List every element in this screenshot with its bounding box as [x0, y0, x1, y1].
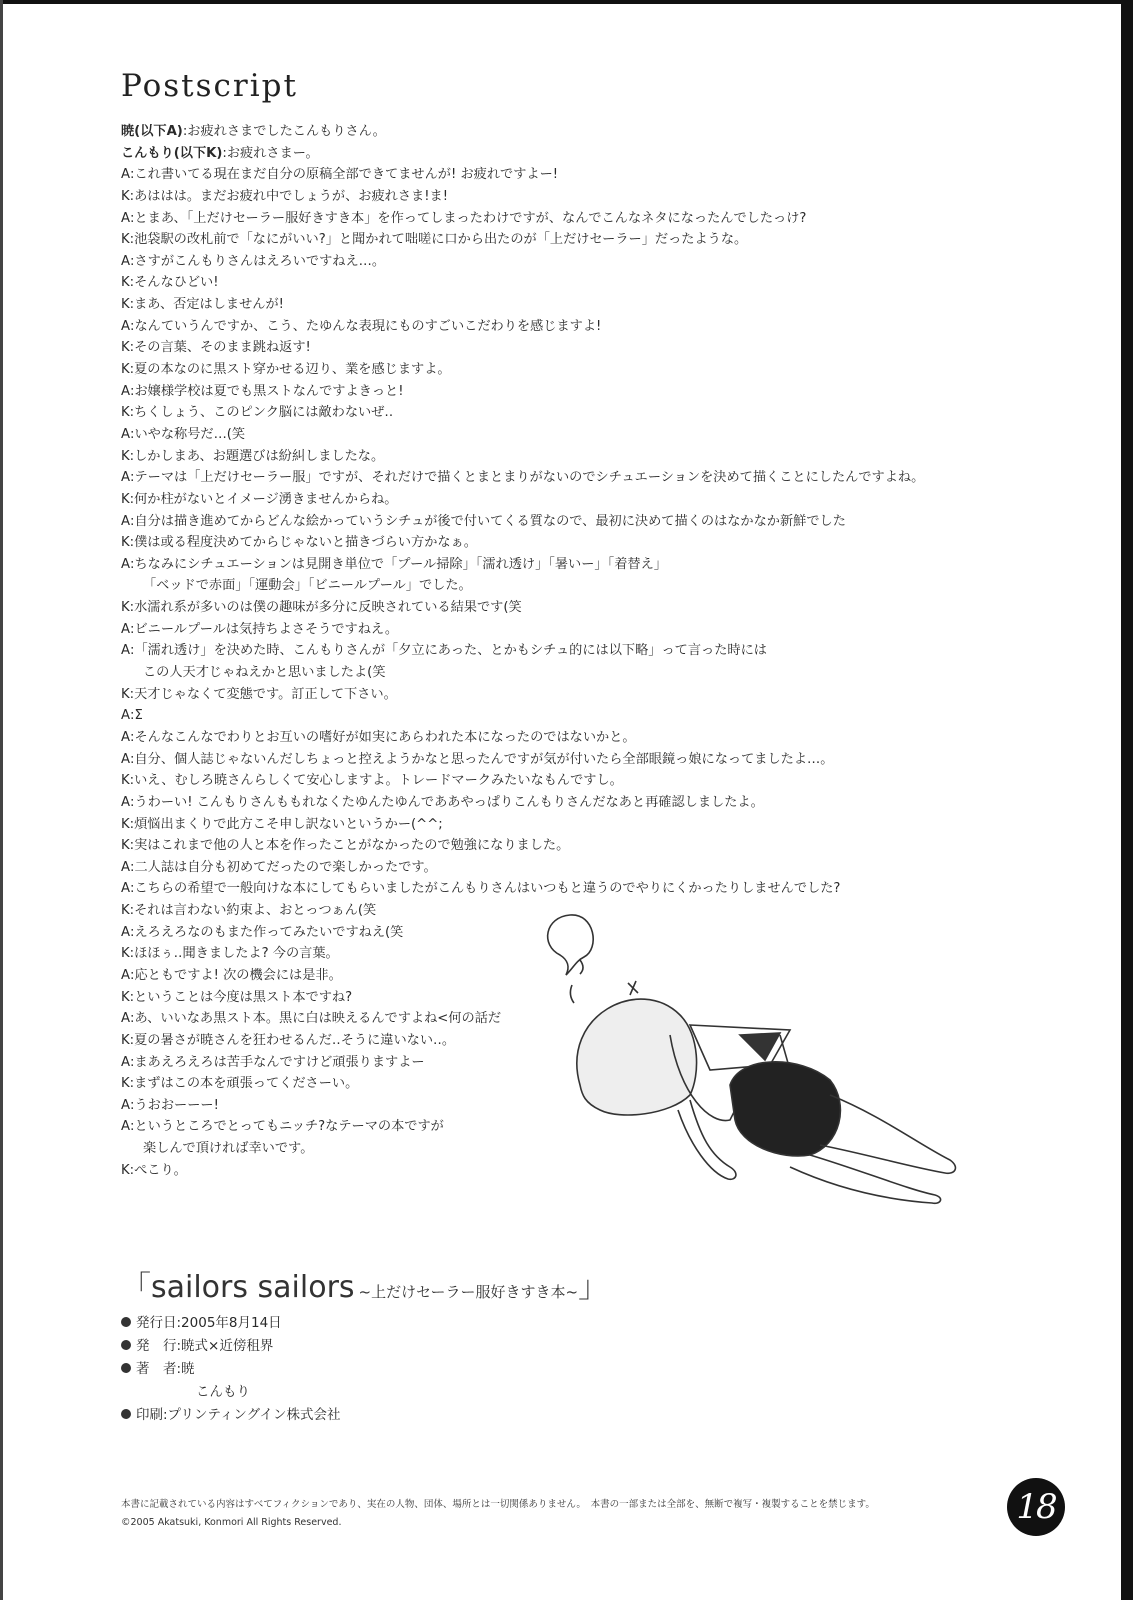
line-text: この人天才じゃねえかと思いましたよ(笑 [143, 665, 386, 681]
dialogue-line [121, 467, 1001, 489]
speaker: A [121, 708, 131, 724]
speaker: A [121, 621, 131, 637]
copyright: ©2005 Akatsuki, Konmori All Rights Reserved. [121, 1517, 342, 1528]
speaker: K [121, 903, 130, 919]
line-text: :お疲れさまでしたこんもりさん。 [182, 124, 386, 139]
dialogue-line [121, 640, 1001, 662]
scan-border-left [0, 0, 3, 1600]
disclaimer: 本書に記載されている内容はすべてフィクションであり、実在の人物、団体、場所とは一切関係ありません。 本書の一部または全部を、無断で複写・複製することを禁じます。 [121, 1499, 875, 1510]
line-text: :「濡れ透け」を決めた時、こんもりさんが「夕立にあった、とかもシチュ的には以下略」って言った時には [130, 643, 767, 659]
speaker: A [121, 470, 131, 486]
line-text: :ちなみにシチュエーションは見開き単位で「プール掃除」「濡れ透け」「暑いー」「着替え」 [130, 556, 667, 572]
bullet-icon [121, 1317, 131, 1327]
line-text: :うおおーーー! [130, 1097, 219, 1113]
line-text: :まあ、否定はしませんが! [129, 297, 284, 313]
line-text: :あははは。まだお疲れ中でしょうが、お疲れさま!ま! [129, 188, 448, 204]
speaker: K [121, 1032, 130, 1048]
row-value: :プリンティングイン株式会社 [163, 1407, 341, 1423]
speaker: 暁(以下A) [121, 124, 183, 139]
line-text: :天才じゃなくて変態です。訂正して下さい。 [129, 686, 397, 702]
author-row-2 [121, 1381, 608, 1404]
dialogue-line [121, 186, 1001, 208]
line-text: :テーマは「上だけセーラー服」ですが、それだけで描くとまとまりがないのでシチュエーションを決めて描くことにしたんですよね。 [130, 470, 925, 486]
line-text: :とまあ、「上だけセーラー服好きすき本」を作ってしまったわけですが、なんでこんなネタになったんでしたっけ? [130, 210, 807, 226]
speaker: A [121, 751, 131, 767]
dialogue-line [121, 251, 1001, 273]
speaker: A [121, 426, 131, 442]
book-subtitle: ~上だけセーラー服好きすき本~ [358, 1283, 579, 1301]
line-text: :まずはこの本を頑張ってくださーい。 [129, 1076, 359, 1092]
speaker: A [121, 729, 131, 745]
line-text: :というところでとってもニッチ?なテーマの本ですが [130, 1119, 444, 1135]
dialogue-line [121, 294, 1001, 316]
dialogue-line [121, 272, 1001, 294]
dialogue-line [121, 770, 1001, 792]
book-title-text: sailors sailors [151, 1270, 355, 1305]
line-text: :自分、個人誌じゃないんだしちょっと控えようかなと思ったんですが気が付いたら全部眼鏡っ娘になってましたよ…。 [130, 751, 834, 767]
line-text: 「ベッドで赤面」「運動会」「ビニールプール」でした。 [143, 578, 472, 594]
speaker: A [121, 1011, 131, 1027]
speaker: K [121, 491, 130, 507]
line-text: :えろえろなのもまた作ってみたいですねえ(笑 [130, 924, 404, 940]
line-text: :なんていうんですか、こう、たゆんな表現にものすごいこだわりを感じますよ! [130, 318, 602, 334]
row-label: 印刷 [136, 1407, 163, 1423]
bullet-icon [121, 1340, 131, 1350]
speaker: A [121, 253, 131, 269]
dialogue-line [121, 597, 1001, 619]
line-text: :何か柱がないとイメージ湧きませんからね。 [129, 491, 398, 507]
speaker: K [121, 297, 130, 313]
line-text: :これ書いてる現在まだ自分の原稿全部できてませんが! お疲れですよー! [130, 167, 559, 183]
dialogue-line [121, 402, 1001, 424]
dialogue-line [121, 705, 1001, 727]
dialogue-line [121, 727, 1001, 749]
line-text: 楽しんで頂ければ幸いです。 [143, 1141, 314, 1157]
line-text: :僕は或る程度決めてからじゃないと描きづらい方かなぁ。 [129, 535, 477, 551]
page-title: Postscript [121, 68, 298, 104]
speaker: A [121, 556, 131, 572]
author-row [121, 1358, 608, 1381]
speaker: K [121, 1162, 130, 1178]
dialogue-line [121, 489, 1001, 511]
speaker: K [121, 600, 130, 616]
publisher-row [121, 1335, 608, 1358]
line-text: :二人誌は自分も初めてだったので楽しかったです。 [130, 859, 437, 875]
line-text: :ちくしょう、このピンク脳には敵わないぜ‥ [129, 405, 394, 421]
colophon [121, 1262, 608, 1427]
line-text: :さすがこんもりさんはえろいですねえ…。 [130, 253, 386, 269]
bullet-icon [121, 1409, 131, 1419]
row-value: :2005年8月14日 [176, 1315, 282, 1331]
dialogue-line [121, 424, 1001, 446]
speaker: K [121, 773, 130, 789]
bracket-open: 「 [121, 1270, 151, 1305]
speaker: A [121, 1054, 131, 1070]
dialogue-line [121, 554, 1001, 576]
dialogue-line [121, 835, 1001, 857]
dialogue-line [121, 684, 1001, 706]
line-text: :ということは今度は黒スト本ですね? [129, 989, 353, 1005]
line-text: :いやな称号だ…(笑 [130, 426, 246, 442]
dialogue-line [121, 792, 1001, 814]
footer [121, 1496, 875, 1532]
dialogue-line [121, 532, 1001, 554]
scan-border-top [0, 0, 1133, 4]
speaker: K [121, 405, 130, 421]
speaker: K [121, 838, 130, 854]
line-text: :Σ [130, 708, 143, 724]
illustration-girl-lying-down [540, 905, 970, 1235]
speaker: A [121, 924, 131, 940]
dialogue-line [121, 316, 1001, 338]
shorts [730, 1062, 840, 1156]
speaker: A [121, 1097, 131, 1113]
line-text: :池袋駅の改札前で「なにがいい?」と聞かれて咄嗟に口から出たのが「上だけセーラー」だったような。 [129, 232, 748, 248]
line-text: :あ、いいなあ黒スト本。黒に白は映えるんですよね<何の話だ [130, 1011, 502, 1027]
speaker: K [121, 686, 130, 702]
dialogue-line [121, 208, 1001, 230]
line-text: :そんなひどい! [129, 275, 219, 291]
dialogue-line [121, 575, 1001, 597]
dialogue-line [121, 381, 1001, 403]
printer-row [121, 1404, 608, 1427]
speaker: A [121, 794, 131, 810]
speaker: A [121, 967, 131, 983]
dialogue-line [121, 164, 1001, 186]
row-label: 著 者 [136, 1361, 177, 1377]
speaker: K [121, 340, 130, 356]
dialogue-line [121, 143, 1001, 165]
speaker: K [121, 275, 130, 291]
line-text: :お嬢様学校は夏でも黒ストなんですよきっと! [130, 383, 404, 399]
release-date-row [121, 1312, 608, 1335]
speaker: A [121, 513, 131, 529]
speaker: K [121, 1076, 130, 1092]
line-text: :実はこれまで他の人と本を作ったことがなかったので勉強になりました。 [129, 838, 570, 854]
line-text: :夏の暑さが暁さんを狂わせるんだ‥そうに違いない‥。 [129, 1032, 456, 1048]
hair [577, 999, 697, 1115]
line-text: :ぺこり。 [129, 1162, 187, 1178]
row-value: :暁式×近傍租界 [176, 1338, 274, 1354]
speaker: A [121, 881, 131, 897]
speaker: A [121, 1119, 131, 1135]
speaker: A [121, 383, 131, 399]
speaker: K [121, 362, 130, 378]
dialogue-line [121, 878, 1001, 900]
line-text: :お疲れさまー。 [222, 145, 319, 161]
speaker: こんもり(以下K) [121, 145, 223, 161]
bracket-close: 」 [578, 1270, 609, 1305]
speaker: K [121, 946, 130, 962]
dialogue-line [121, 749, 1001, 771]
line-text: :煩悩出まくりで此方こそ申し訳ないというかー(^^; [129, 816, 443, 832]
line-text: :自分は描き進めてからどんな絵かっていうシチュが後で付いてくる質なので、最初に決めて描くのはなかなか新鮮でした [130, 513, 846, 529]
dialogue-line [121, 121, 1001, 143]
dialogue-line [121, 857, 1001, 879]
line-text: :応ともですよ! 次の機会には是非。 [130, 967, 342, 983]
line-text: :ビニールプールは気持ちよさそうですねえ。 [130, 621, 399, 637]
row-value: こんもり [196, 1384, 250, 1400]
dialogue-line [121, 446, 1001, 468]
speaker: A [121, 859, 131, 875]
row-label: 発行日 [136, 1315, 177, 1331]
line-text: :こちらの希望で一般向けな本にしてもらいましたがこんもりさんはいつもと違うのでやりにくかったりしませんでした? [130, 881, 841, 897]
page-number: 18 [1007, 1478, 1065, 1536]
dialogue-line [121, 619, 1001, 641]
line-text: :いえ、むしろ暁さんらしくて安心しますよ。トレードマークみたいなもんですし。 [129, 773, 623, 789]
speaker: A [121, 643, 131, 659]
line-text: :しかしまあ、お題選びは紛糾しましたな。 [129, 448, 385, 464]
line-text: :水濡れ系が多いのは僕の趣味が多分に反映されている結果です(笑 [129, 600, 522, 616]
speech-bubble-icon [548, 915, 594, 975]
speaker: K [121, 232, 130, 248]
dialogue-line [121, 662, 1001, 684]
line-text: :夏の本なのに黒スト穿かせる辺り、業を感じますよ。 [129, 362, 451, 378]
row-label: 発 行 [136, 1338, 177, 1354]
dialogue-line [121, 359, 1001, 381]
dialogue-line [121, 511, 1001, 533]
speaker: K [121, 816, 130, 832]
speaker: A [121, 318, 131, 334]
line-text: :うわーい! こんもりさんももれなくたゆんたゆんでああやっぱりこんもりさんだなあと再確認しましたよ。 [130, 794, 764, 810]
colophon-info [121, 1312, 608, 1427]
speaker: A [121, 210, 131, 226]
line-text: :それは言わない約束よ、おとっつぁん(笑 [129, 903, 377, 919]
speaker: A [121, 167, 131, 183]
line-text: :ほほぅ‥聞きましたよ? 今の言葉。 [129, 946, 339, 962]
speaker: K [121, 535, 130, 551]
dialogue-line [121, 814, 1001, 836]
line-text: :まあえろえろは苦手なんですけど頑張りますよー [130, 1054, 425, 1070]
speaker: K [121, 989, 130, 1005]
dialogue-line [121, 337, 1001, 359]
dialogue-line [121, 229, 1001, 251]
scan-border-right [1121, 0, 1133, 1600]
speaker: K [121, 188, 130, 204]
speaker: K [121, 448, 130, 464]
row-value: :暁 [176, 1361, 195, 1377]
line-text: :そんなこんなでわりとお互いの嗜好が如実にあらわれた本になったのではないかと。 [130, 729, 636, 745]
line-text: :その言葉、そのまま跳ね返す! [129, 340, 311, 356]
bullet-icon [121, 1363, 131, 1373]
book-title [121, 1262, 608, 1306]
